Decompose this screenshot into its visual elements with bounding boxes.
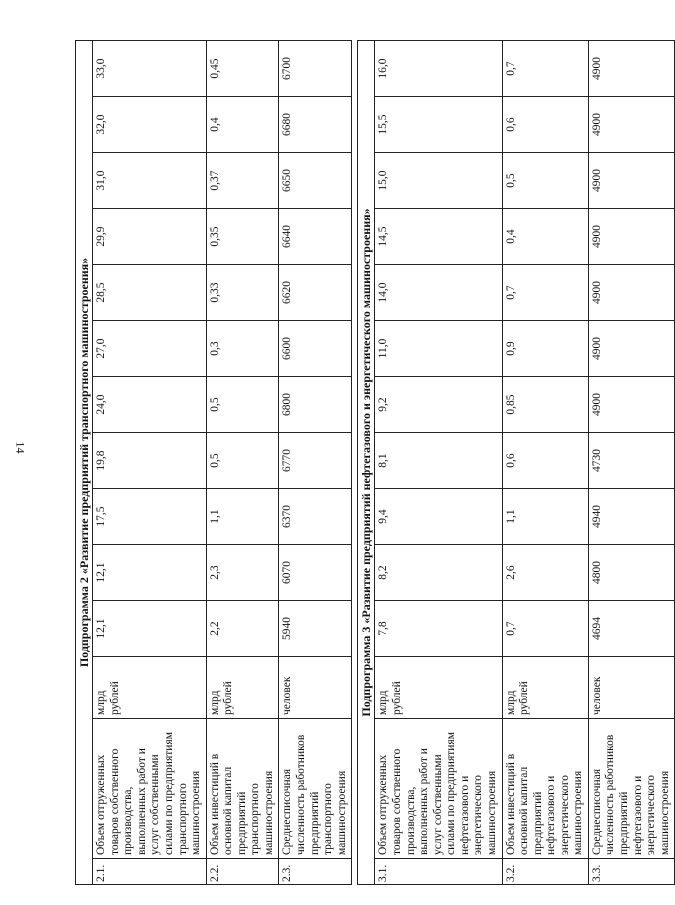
value-cell: 6650 bbox=[279, 153, 352, 209]
value-cell: 4900 bbox=[588, 377, 674, 433]
value-cell: 4730 bbox=[588, 433, 674, 489]
value-cell: 29,9 bbox=[93, 209, 207, 265]
value-cell: 2,6 bbox=[502, 545, 588, 601]
value-cell: 1,1 bbox=[502, 489, 588, 545]
indicators-table bbox=[75, 40, 675, 885]
value-cell: 4900 bbox=[588, 265, 674, 321]
row-index: 3.3. bbox=[588, 859, 674, 885]
table-row bbox=[588, 41, 674, 885]
value-cell: 0,7 bbox=[502, 601, 588, 657]
unit: человек bbox=[279, 657, 352, 719]
value-cell: 4694 bbox=[588, 601, 674, 657]
value-cell: 4940 bbox=[588, 489, 674, 545]
table-row bbox=[502, 41, 588, 885]
value-cell: 6370 bbox=[279, 489, 352, 545]
value-cell: 14,0 bbox=[375, 265, 502, 321]
indicator-name: Среднесписочная численность работников предприятий транспортного машиностроения bbox=[279, 719, 352, 859]
value-cell: 6700 bbox=[279, 41, 352, 97]
value-cell: 0,4 bbox=[502, 209, 588, 265]
table-row bbox=[93, 41, 207, 885]
value-cell: 0,7 bbox=[502, 41, 588, 97]
unit: млрд рублей bbox=[206, 657, 279, 719]
value-cell: 9,2 bbox=[375, 377, 502, 433]
value-cell: 6680 bbox=[279, 97, 352, 153]
value-cell: 0,37 bbox=[206, 153, 279, 209]
value-cell: 9,4 bbox=[375, 489, 502, 545]
value-cell: 17,5 bbox=[93, 489, 207, 545]
value-cell: 0,5 bbox=[206, 377, 279, 433]
indicator-name: Объем отгруженных товаров собственного производства, выполненных работ и услуг собственными силами по предприятиям транспортного машиностроения bbox=[93, 719, 207, 859]
value-cell: 15,0 bbox=[375, 153, 502, 209]
table-row bbox=[279, 41, 352, 885]
value-cell: 4900 bbox=[588, 97, 674, 153]
value-cell: 31,0 bbox=[93, 153, 207, 209]
value-cell: 0,4 bbox=[206, 97, 279, 153]
value-cell: 6800 bbox=[279, 377, 352, 433]
unit: человек bbox=[588, 657, 674, 719]
value-cell: 28,5 bbox=[93, 265, 207, 321]
value-cell: 16,0 bbox=[375, 41, 502, 97]
table-row bbox=[375, 41, 502, 885]
row-index: 3.2. bbox=[502, 859, 588, 885]
value-cell: 1,1 bbox=[206, 489, 279, 545]
indicator-name: Объем отгруженных товаров собственного производства, выполненных работ и услуг собственными силами по предприятиям нефтегазового и энергетического машиностроения bbox=[375, 719, 502, 859]
value-cell: 6640 bbox=[279, 209, 352, 265]
unit: млрд рублей bbox=[375, 657, 502, 719]
indicator-name: Объем инвестиций в основной капитал предприятий транспортного машиностроения bbox=[206, 719, 279, 859]
value-cell: 0,85 bbox=[502, 377, 588, 433]
rotated-table-container bbox=[75, 40, 671, 885]
value-cell: 19,8 bbox=[93, 433, 207, 489]
page-number: 14 bbox=[13, 441, 28, 454]
indicator-name: Объем инвестиций в основной капитал предприятий нефтегазового и энергетического машиностроения bbox=[502, 719, 588, 859]
row-index: 3.1. bbox=[375, 859, 502, 885]
value-cell: 4900 bbox=[588, 321, 674, 377]
value-cell: 12,1 bbox=[93, 545, 207, 601]
value-cell: 33,0 bbox=[93, 41, 207, 97]
subprogram-header-row bbox=[76, 41, 93, 885]
row-index: 2.2. bbox=[206, 859, 279, 885]
value-cell: 6770 bbox=[279, 433, 352, 489]
value-cell: 8,2 bbox=[375, 545, 502, 601]
value-cell: 0,45 bbox=[206, 41, 279, 97]
row-index: 2.1. bbox=[93, 859, 207, 885]
value-cell: 27,0 bbox=[93, 321, 207, 377]
value-cell: 7,8 bbox=[375, 601, 502, 657]
subprogram-title: Подпрограмма 3 «Развитие предприятий нефтегазового и энергетического машиностроения» bbox=[358, 41, 375, 885]
value-cell: 0,6 bbox=[502, 433, 588, 489]
subprogram-title: Подпрограмма 2 «Развитие предприятий транспортного машиностроения» bbox=[76, 41, 93, 885]
unit: млрд рублей bbox=[93, 657, 207, 719]
value-cell: 5940 bbox=[279, 601, 352, 657]
row-index: 2.3. bbox=[279, 859, 352, 885]
value-cell: 0,9 bbox=[502, 321, 588, 377]
value-cell: 4900 bbox=[588, 153, 674, 209]
value-cell: 11,0 bbox=[375, 321, 502, 377]
value-cell: 0,5 bbox=[502, 153, 588, 209]
value-cell: 4800 bbox=[588, 545, 674, 601]
value-cell: 4900 bbox=[588, 41, 674, 97]
value-cell: 0,33 bbox=[206, 265, 279, 321]
value-cell: 0,3 bbox=[206, 321, 279, 377]
value-cell: 14,5 bbox=[375, 209, 502, 265]
unit: млрд рублей bbox=[502, 657, 588, 719]
value-cell: 0,35 bbox=[206, 209, 279, 265]
value-cell: 6620 bbox=[279, 265, 352, 321]
value-cell: 6600 bbox=[279, 321, 352, 377]
value-cell: 0,5 bbox=[206, 433, 279, 489]
value-cell: 6070 bbox=[279, 545, 352, 601]
value-cell: 8,1 bbox=[375, 433, 502, 489]
value-cell: 0,6 bbox=[502, 97, 588, 153]
value-cell: 2,3 bbox=[206, 545, 279, 601]
value-cell: 4900 bbox=[588, 209, 674, 265]
table-row bbox=[206, 41, 279, 885]
value-cell: 32,0 bbox=[93, 97, 207, 153]
value-cell: 24,0 bbox=[93, 377, 207, 433]
value-cell: 15,5 bbox=[375, 97, 502, 153]
value-cell: 12,1 bbox=[93, 601, 207, 657]
value-cell: 2,2 bbox=[206, 601, 279, 657]
indicator-name: Среднесписочная численность работников предприятий нефтегазового и энергетического машиностроения bbox=[588, 719, 674, 859]
value-cell: 0,7 bbox=[502, 265, 588, 321]
subprogram-header-row bbox=[358, 41, 375, 885]
